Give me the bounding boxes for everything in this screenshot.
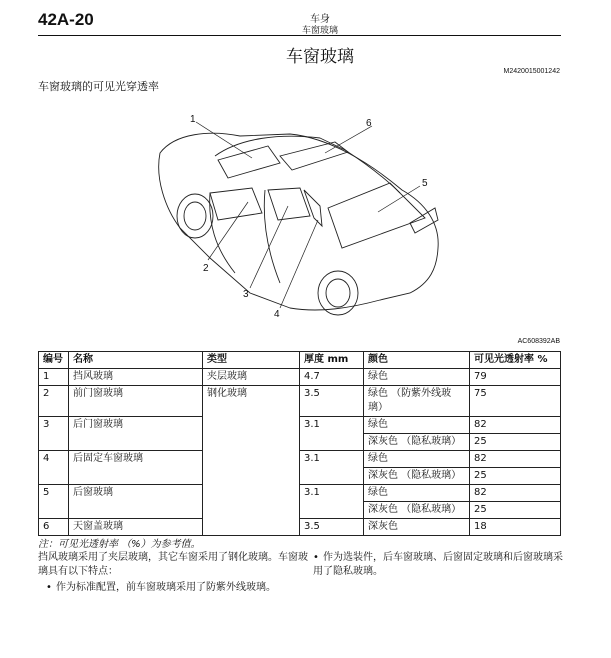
doc-code: M2420015001242 — [503, 68, 560, 75]
car-glass-diagram — [140, 108, 450, 333]
header-name: 名称 — [69, 352, 203, 369]
callout-1: 1 — [190, 114, 196, 125]
cell-name: 前门窗玻璃 — [69, 386, 203, 417]
cell-name: 挡风玻璃 — [69, 369, 203, 386]
callout-2: 2 — [203, 263, 209, 274]
bullet-dot: • — [46, 582, 52, 593]
header-section: 车身 — [310, 14, 330, 25]
cell-rate: 82 — [470, 417, 561, 434]
cell-no: 2 — [39, 386, 69, 417]
table-row — [39, 451, 561, 468]
section-title: 车窗玻璃的可见光穿透率 — [38, 80, 159, 93]
header-subsection: 车窗玻璃 — [301, 26, 338, 36]
table-row — [39, 519, 561, 536]
cell-color: 深灰色 （隐私玻璃） — [364, 468, 470, 485]
callout-3: 3 — [243, 289, 249, 300]
cell-thickness: 3.5 — [300, 519, 364, 536]
cell-color: 深灰色 （隐私玻璃） — [364, 502, 470, 519]
cell-thickness: 3.1 — [300, 451, 364, 485]
header-rate: 可见光透射率 % — [470, 352, 561, 369]
table-row — [39, 386, 561, 417]
bullet-item — [46, 578, 316, 593]
callout-4: 4 — [274, 309, 280, 320]
cell-rate: 25 — [470, 434, 561, 451]
figure-code: AC608392AB — [517, 338, 560, 345]
header-no: 编号 — [39, 352, 69, 369]
cell-color: 深灰色 — [364, 519, 470, 536]
cell-rate: 82 — [470, 485, 561, 502]
table-note: 注：可见光透射率 （%）为参考值。 — [38, 539, 201, 550]
cell-no: 4 — [39, 451, 69, 485]
cell-color: 深灰色 （隐私玻璃） — [364, 434, 470, 451]
bullet-item — [313, 551, 563, 579]
glass-spec-table — [38, 351, 561, 536]
cell-rate: 18 — [470, 519, 561, 536]
cell-thickness: 3.1 — [300, 417, 364, 451]
cell-thickness: 3.5 — [300, 386, 364, 417]
table-row — [39, 369, 561, 386]
cell-no: 3 — [39, 417, 69, 451]
cell-color: 绿色 — [364, 369, 470, 386]
cell-color: 绿色 — [364, 417, 470, 434]
page-title: 车窗玻璃 — [286, 47, 354, 67]
cell-name: 后窗玻璃 — [69, 485, 203, 519]
table-row — [39, 485, 561, 502]
cell-no: 6 — [39, 519, 69, 536]
cell-rate: 75 — [470, 386, 561, 417]
cell-color: 绿色 （防紫外线玻璃） — [364, 386, 470, 417]
cell-name: 后固定车窗玻璃 — [69, 451, 203, 485]
table-row — [39, 417, 561, 434]
header-type: 类型 — [203, 352, 300, 369]
cell-rate: 25 — [470, 502, 561, 519]
body-paragraph: 挡风玻璃采用了夹层玻璃，其它车窗采用了钢化玻璃。车窗玻璃具有以下特点： — [38, 552, 308, 577]
cell-thickness: 4.7 — [300, 369, 364, 386]
header-color: 颜色 — [364, 352, 470, 369]
bullet-text: 作为选装件，后车窗玻璃、后窗固定玻璃和后窗玻璃采用了隐私玻璃。 — [313, 552, 563, 577]
cell-type: 钢化玻璃 — [203, 386, 300, 536]
cell-no: 1 — [39, 369, 69, 386]
callout-6: 6 — [366, 118, 372, 129]
cell-type: 夹层玻璃 — [203, 369, 300, 386]
callout-5: 5 — [422, 178, 428, 189]
cell-thickness: 3.1 — [300, 485, 364, 519]
cell-color: 绿色 — [364, 451, 470, 468]
header-thickness: 厚度 mm — [300, 352, 364, 369]
page-number: 42A-20 — [38, 10, 94, 29]
cell-rate: 79 — [470, 369, 561, 386]
bullet-dot: • — [313, 552, 319, 563]
cell-rate: 82 — [470, 451, 561, 468]
table-header-row — [39, 352, 561, 369]
cell-color: 绿色 — [364, 485, 470, 502]
cell-no: 5 — [39, 485, 69, 519]
header-rule — [38, 35, 561, 36]
cell-rate: 25 — [470, 468, 561, 485]
bullet-text: 作为标准配置，前车窗玻璃采用了防紫外线玻璃。 — [56, 582, 276, 593]
cell-name: 天窗盖玻璃 — [69, 519, 203, 536]
cell-name: 后门窗玻璃 — [69, 417, 203, 451]
